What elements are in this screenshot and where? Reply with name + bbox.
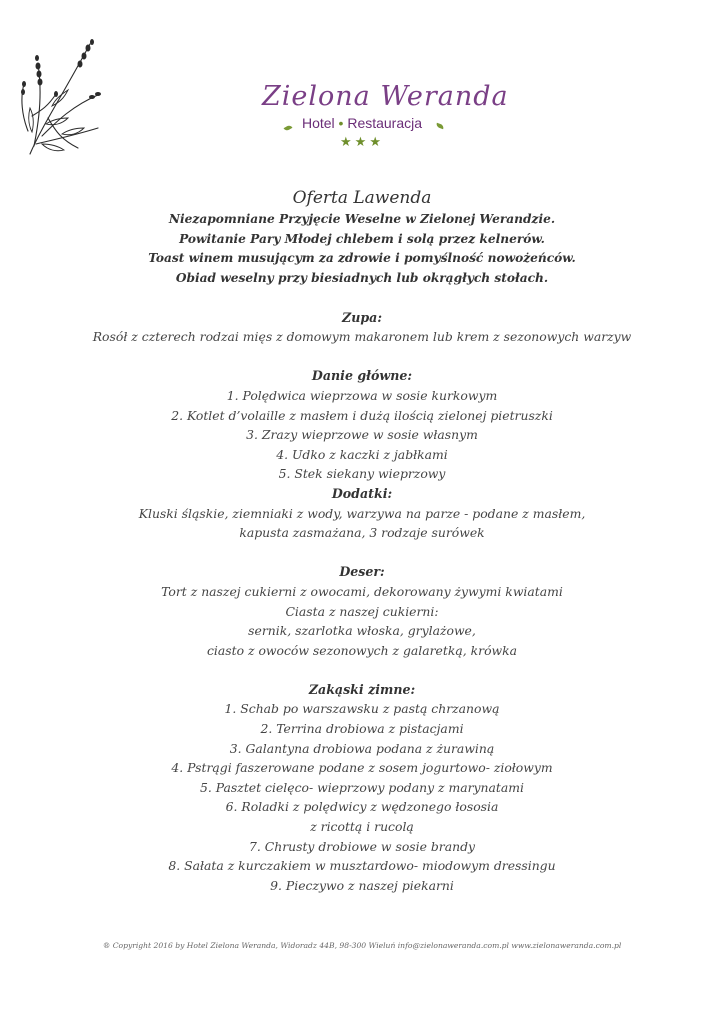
dessert-item: Tort z naszej cukierni z owocami, dekorowany żywymi kwiatami bbox=[161, 583, 563, 599]
logo-subtitle-hotel: Hotel bbox=[301, 115, 335, 131]
logo-name: Zielona Weranda bbox=[262, 81, 509, 112]
offer-title: Oferta Lawenda bbox=[292, 188, 432, 208]
cold-item: 8. Sałata z kurczakiem w musztardowo- miodowym dressingu bbox=[168, 858, 556, 874]
copyright-footer: ® Copyright 2016 by Hotel Zielona Weranda, Widoradz 44B, 98-300 Wieluń info@zielonaweranda.com.pl www.zielonaweranda.com.pl bbox=[102, 941, 622, 950]
cold-item: 2. Terrina drobiowa z pistacjami bbox=[260, 721, 464, 737]
cold-item: 5. Pasztet cielęco- wieprzowy podany z marynatami bbox=[200, 779, 524, 795]
logo-subtitle-restaurant: Restauracja bbox=[347, 115, 423, 131]
cold-item: 6. Roladki z polędwicy z wędzonego łososia bbox=[225, 799, 499, 815]
logo-stars: ★★★ bbox=[340, 135, 384, 150]
soup-item: Rosół z czterech rodzai mięs z domowym makaronem lub krem z sezonowych warzyw bbox=[92, 329, 632, 345]
cold-starters-heading: Zakąski zimne: bbox=[308, 681, 416, 697]
intro-line: Obiad weselny przy biesiadnych lub okrągłych stołach. bbox=[175, 270, 549, 285]
dessert-item: Ciasta z naszej cukierni: bbox=[285, 603, 439, 619]
cold-item: 4. Pstrągi faszerowane podane z sosem jogurtowo- ziołowym bbox=[171, 760, 553, 776]
hotel-logo bbox=[262, 80, 509, 170]
cold-item: 9. Pieczywo z naszej piekarni bbox=[270, 877, 454, 893]
intro-line: Toast winem musującym za zdrowie i pomyślność nowożeńców. bbox=[148, 251, 576, 265]
mains-heading: Danie główne: bbox=[311, 368, 413, 384]
main-item: 1. Polędwica wieprzowa w sosie kurkowym bbox=[226, 387, 498, 403]
main-item: 2. Kotlet d’volaille z masłem i dużą ilością zielonej pietruszki bbox=[171, 407, 553, 423]
dessert-item: sernik, szarlotka włoska, grylażowe, bbox=[248, 623, 476, 639]
soup-heading: Zupa: bbox=[342, 309, 382, 325]
dessert-heading: Deser: bbox=[339, 564, 385, 580]
intro-line: Powitanie Pary Młodej chlebem i solą przez kelnerów. bbox=[179, 231, 545, 246]
dessert-item: ciasto z owoców sezonowych z galaretką, krówka bbox=[206, 642, 518, 658]
logo-subtitle-separator: • bbox=[338, 115, 344, 131]
lavender-sprig-icon bbox=[12, 36, 112, 160]
cold-item: 3. Galantyna drobiowa podana z żurawiną bbox=[229, 740, 495, 756]
main-item: 3. Zrazy wieprzowe w sosie własnym bbox=[246, 427, 478, 443]
logo-subtitle bbox=[262, 114, 462, 132]
cold-item: z ricottą i rucolą bbox=[310, 819, 414, 835]
cold-item: 7. Chrusty drobiowe w sosie brandy bbox=[248, 838, 476, 854]
offer-content bbox=[0, 186, 724, 895]
side-item: Kluski śląskie, ziemniaki z wody, warzywa na parze - podane z masłem, bbox=[138, 505, 586, 521]
cold-item: 1. Schab po warszawsku z pastą chrzanową bbox=[224, 701, 500, 717]
main-item: 4. Udko z kaczki z jabłkami bbox=[276, 446, 448, 462]
offer-intro bbox=[0, 210, 724, 288]
main-item: 5. Stek siekany wieprzowy bbox=[278, 466, 446, 482]
side-item: kapusta zasmażana, 3 rodzaje surówek bbox=[239, 525, 485, 541]
sides-heading: Dodatki: bbox=[331, 485, 393, 501]
intro-line: Niezapomniane Przyjęcie Weselne w Zielonej Werandzie. bbox=[168, 212, 556, 226]
